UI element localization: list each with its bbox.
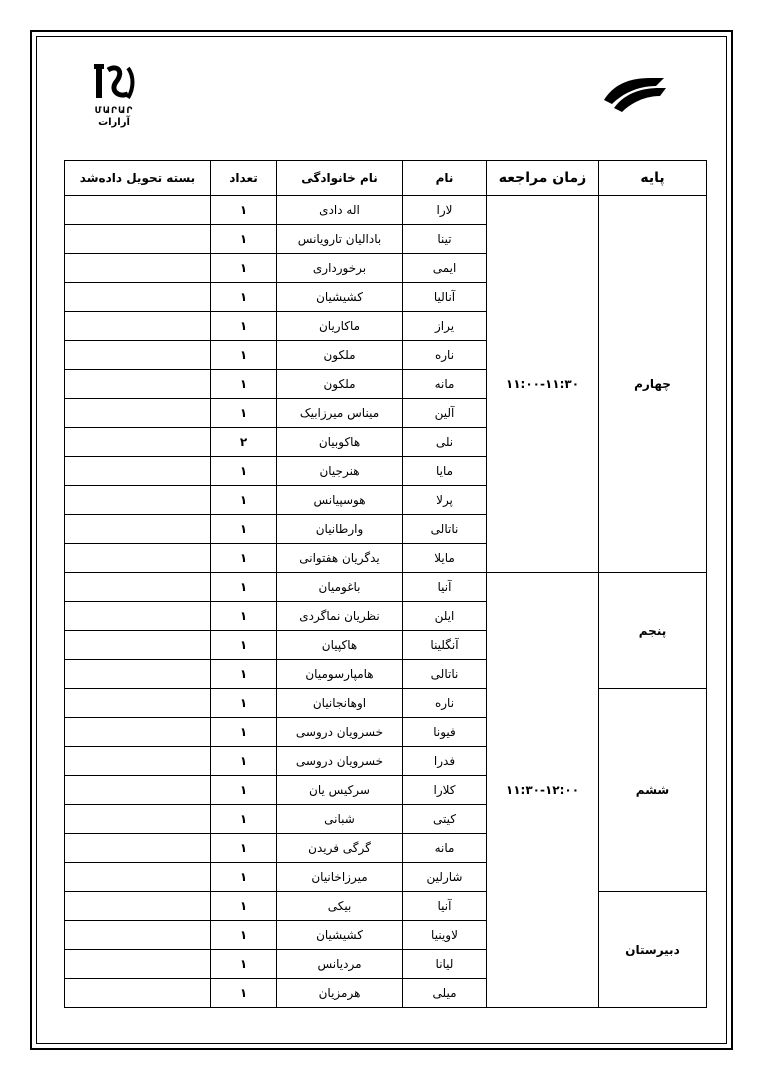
header-grade: پایه (599, 161, 707, 196)
last-name-cell: هرمزیان (277, 979, 403, 1008)
delivered-checkbox-cell[interactable] (65, 718, 211, 747)
logo-brand-text: ՄԱՐԱՐ (94, 106, 134, 116)
first-name-cell: شارلین (403, 863, 487, 892)
count-cell: ۱ (211, 979, 277, 1008)
time-slot-2: ۱۱:۳۰-۱۲:۰۰ (487, 573, 599, 1008)
first-name-cell: نلی (403, 428, 487, 457)
last-name-cell: بادالیان تارویانس (277, 225, 403, 254)
count-cell: ۱ (211, 631, 277, 660)
first-name-cell: آنگلینا (403, 631, 487, 660)
count-cell: ۱ (211, 515, 277, 544)
table-row (65, 573, 707, 602)
last-name-cell: هنرجیان (277, 457, 403, 486)
first-name-cell: ناره (403, 689, 487, 718)
count-cell: ۱ (211, 950, 277, 979)
delivered-checkbox-cell[interactable] (65, 457, 211, 486)
last-name-cell: میرزاخانیان (277, 863, 403, 892)
delivered-checkbox-cell[interactable] (65, 602, 211, 631)
grade-cell-4: چهارم (599, 196, 707, 573)
last-name-cell: وارطانیان (277, 515, 403, 544)
delivered-checkbox-cell[interactable] (65, 776, 211, 805)
count-cell: ۱ (211, 892, 277, 921)
first-name-cell: لاوینیا (403, 921, 487, 950)
first-name-cell: پرلا (403, 486, 487, 515)
count-cell: ۱ (211, 660, 277, 689)
count-cell: ۱ (211, 341, 277, 370)
delivered-checkbox-cell[interactable] (65, 921, 211, 950)
count-cell: ۱ (211, 805, 277, 834)
delivered-checkbox-cell[interactable] (65, 196, 211, 225)
first-name-cell: فدرا (403, 747, 487, 776)
header-delivered: بسته تحویل داده‌شد (65, 161, 211, 196)
schedule-table (64, 160, 707, 1008)
header-time: زمان مراجعه (487, 161, 599, 196)
first-name-cell: تینا (403, 225, 487, 254)
delivered-checkbox-cell[interactable] (65, 428, 211, 457)
count-cell: ۱ (211, 196, 277, 225)
last-name-cell: اوهانجانیان (277, 689, 403, 718)
delivered-checkbox-cell[interactable] (65, 834, 211, 863)
count-cell: ۱ (211, 370, 277, 399)
first-name-cell: ناتالی (403, 660, 487, 689)
first-name-cell: کلارا (403, 776, 487, 805)
count-cell: ۱ (211, 602, 277, 631)
first-name-cell: آنیا (403, 892, 487, 921)
first-name-cell: ایمی (403, 254, 487, 283)
first-name-cell: آنالیا (403, 283, 487, 312)
delivered-checkbox-cell[interactable] (65, 515, 211, 544)
count-cell: ۱ (211, 399, 277, 428)
count-cell: ۱ (211, 921, 277, 950)
last-name-cell: مردیانس (277, 950, 403, 979)
delivered-checkbox-cell[interactable] (65, 283, 211, 312)
last-name-cell: اله دادی (277, 196, 403, 225)
delivered-checkbox-cell[interactable] (65, 486, 211, 515)
header-first-name: نام (403, 161, 487, 196)
grade-cell-5: پنجم (599, 573, 707, 689)
logo-brand-text-fa: آرارات (98, 117, 130, 128)
delivered-checkbox-cell[interactable] (65, 254, 211, 283)
delivered-checkbox-cell[interactable] (65, 544, 211, 573)
first-name-cell: آنیا (403, 573, 487, 602)
count-cell: ۱ (211, 573, 277, 602)
last-name-cell: یدگریان هفتوانی (277, 544, 403, 573)
last-name-cell: ماکاریان (277, 312, 403, 341)
first-name-cell: مانه (403, 834, 487, 863)
grade-cell-6: ششم (599, 689, 707, 892)
header-count: تعداد (211, 161, 277, 196)
first-name-cell: ناتالی (403, 515, 487, 544)
delivered-checkbox-cell[interactable] (65, 312, 211, 341)
last-name-cell: برخورداری (277, 254, 403, 283)
count-cell: ۱ (211, 776, 277, 805)
last-name-cell: باغومیان (277, 573, 403, 602)
last-name-cell: هاکپیان (277, 631, 403, 660)
first-name-cell: کیتی (403, 805, 487, 834)
delivered-checkbox-cell[interactable] (65, 370, 211, 399)
first-name-cell: مایلا (403, 544, 487, 573)
first-name-cell: ایلن (403, 602, 487, 631)
time-slot-1: ۱۱:۰۰-۱۱:۳۰ (487, 196, 599, 573)
delivered-checkbox-cell[interactable] (65, 225, 211, 254)
last-name-cell: شبانی (277, 805, 403, 834)
count-cell: ۱ (211, 747, 277, 776)
count-cell: ۱ (211, 689, 277, 718)
last-name-cell: خسرویان دروسی (277, 747, 403, 776)
last-name-cell: نظریان نماگردی (277, 602, 403, 631)
table-row (65, 689, 707, 718)
last-name-cell: میناس میرزابیک (277, 399, 403, 428)
delivered-checkbox-cell[interactable] (65, 689, 211, 718)
count-cell: ۱ (211, 486, 277, 515)
delivered-checkbox-cell[interactable] (65, 805, 211, 834)
delivered-checkbox-cell[interactable] (65, 747, 211, 776)
delivered-checkbox-cell[interactable] (65, 892, 211, 921)
first-name-cell: مانه (403, 370, 487, 399)
wave-emblem-icon (600, 70, 670, 114)
count-cell: ۱ (211, 834, 277, 863)
delivered-checkbox-cell[interactable] (65, 341, 211, 370)
count-cell: ۱ (211, 225, 277, 254)
school-logo (88, 62, 140, 134)
delivered-checkbox-cell[interactable] (65, 573, 211, 602)
count-cell: ۱ (211, 457, 277, 486)
count-cell: ۱ (211, 283, 277, 312)
first-name-cell: لارا (403, 196, 487, 225)
last-name-cell: ملکون (277, 370, 403, 399)
last-name-cell: کشیشیان (277, 283, 403, 312)
first-name-cell: ناره (403, 341, 487, 370)
count-cell: ۱ (211, 544, 277, 573)
last-name-cell: ملکون (277, 341, 403, 370)
last-name-cell: بیکی (277, 892, 403, 921)
first-name-cell: مایا (403, 457, 487, 486)
count-cell: ۱ (211, 718, 277, 747)
first-name-cell: یراز (403, 312, 487, 341)
last-name-cell: هوسپیانس (277, 486, 403, 515)
count-cell: ۱ (211, 863, 277, 892)
table-header-row (65, 161, 707, 196)
first-name-cell: میلی (403, 979, 487, 1008)
first-name-cell: لیانا (403, 950, 487, 979)
last-name-cell: گرگی فریدن (277, 834, 403, 863)
delivered-checkbox-cell[interactable] (65, 950, 211, 979)
delivered-checkbox-cell[interactable] (65, 979, 211, 1008)
last-name-cell: هاکوبیان (277, 428, 403, 457)
first-name-cell: فیونا (403, 718, 487, 747)
school-emblem-icon (88, 62, 140, 106)
last-name-cell: کشیشیان (277, 921, 403, 950)
first-name-cell: آلین (403, 399, 487, 428)
table-row (65, 892, 707, 921)
delivered-checkbox-cell[interactable] (65, 863, 211, 892)
last-name-cell: سرکیس یان (277, 776, 403, 805)
last-name-cell: هامپارسومیان (277, 660, 403, 689)
count-cell: ۱ (211, 254, 277, 283)
grade-cell-highschool: دبیرستان (599, 892, 707, 1008)
count-cell: ۱ (211, 312, 277, 341)
delivered-checkbox-cell[interactable] (65, 660, 211, 689)
delivered-checkbox-cell[interactable] (65, 399, 211, 428)
last-name-cell: خسرویان دروسی (277, 718, 403, 747)
count-cell: ۲ (211, 428, 277, 457)
table-row (65, 196, 707, 225)
header-last-name: نام خانوادگی (277, 161, 403, 196)
institution-logo (600, 70, 670, 114)
delivered-checkbox-cell[interactable] (65, 631, 211, 660)
